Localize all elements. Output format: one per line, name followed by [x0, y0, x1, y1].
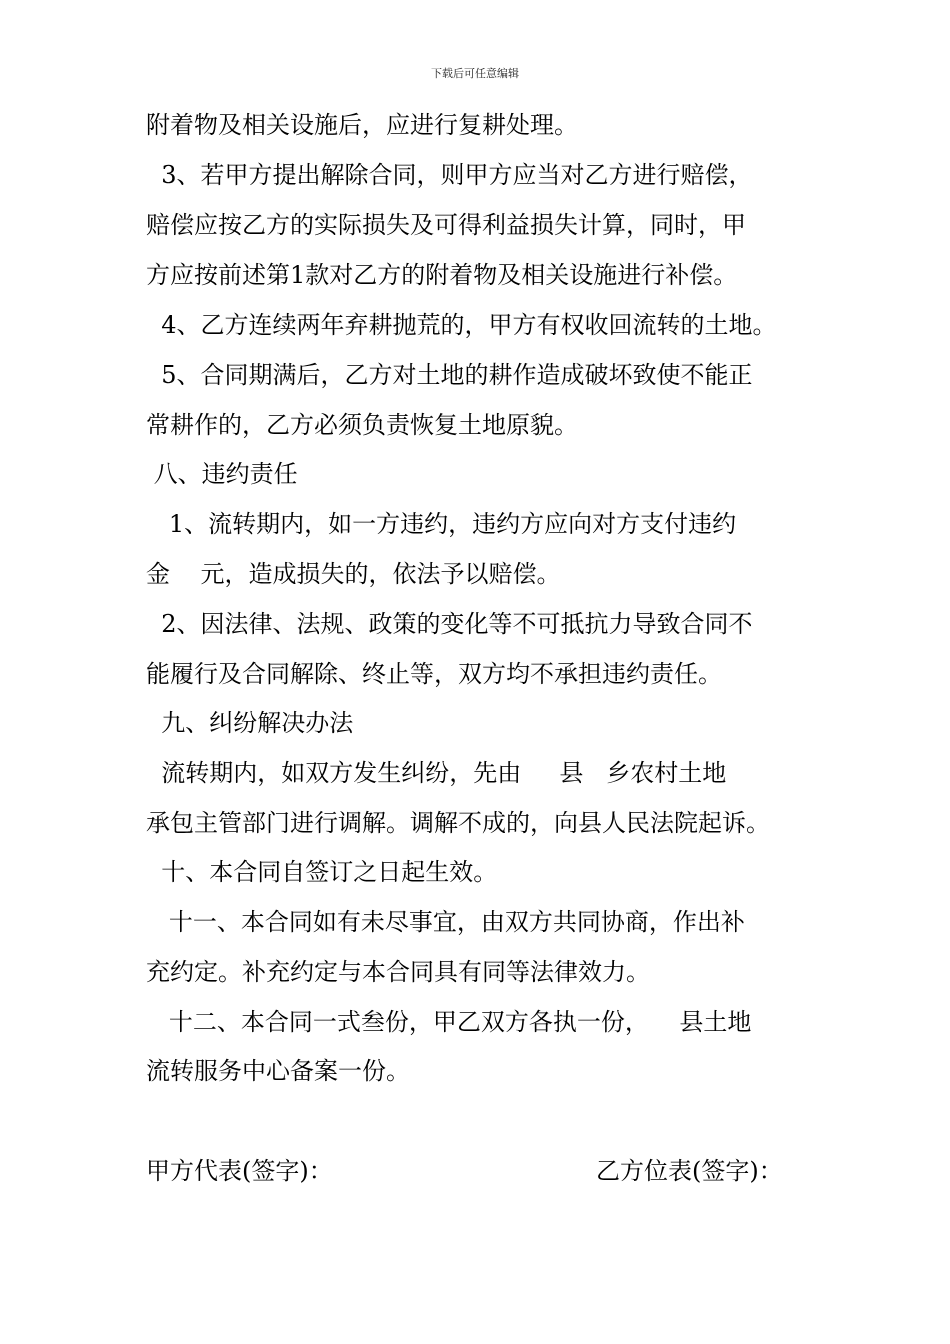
text-line: 承包主管部门进行调解。调解不成的，向县人民法院起诉。 — [146, 809, 770, 837]
text-line: 充约定。补充约定与本合同具有同等法律效力。 — [146, 958, 650, 986]
text-line: 方应按前述第1款对乙方的附着物及相关设施进行补偿。 — [146, 261, 738, 289]
text-line: 流转期内，如双方发生纠纷，先由 县 乡农村土地 — [146, 759, 727, 787]
text-line: 常耕作的，乙方必须负责恢复土地原貌。 — [146, 411, 578, 439]
section-heading: 九、纠纷解决办法 — [146, 709, 354, 737]
text-line: 4、乙方连续两年弃耕抛荒的，甲方有权收回流转的土地。 — [146, 311, 777, 339]
text-line: 赔偿应按乙方的实际损失及可得利益损失计算，同时，甲 — [146, 211, 746, 239]
text-line: 3、若甲方提出解除合同，则甲方应当对乙方进行赔偿， — [146, 161, 753, 189]
section-heading: 十、本合同自签订之日起生效。 — [146, 858, 498, 886]
party-b-signature-label: 乙方位表(签字)： — [596, 1157, 783, 1185]
text-line: 十二、本合同一式叁份，甲乙双方各执一份， 县土地 — [146, 1008, 752, 1036]
section-heading: 八、违约责任 — [146, 460, 298, 488]
text-line: 金 元，造成损失的，依法予以赔偿。 — [146, 560, 561, 588]
text-line: 流转服务中心备案一份。 — [146, 1057, 410, 1085]
text-line: 十一、本合同如有未尽事宜，由双方共同协商，作出补 — [146, 908, 745, 936]
text-line: 2、因法律、法规、政策的变化等不可抵抗力导致合同不 — [146, 610, 753, 638]
text-line: 能履行及合同解除、终止等，双方均不承担违约责任。 — [146, 660, 722, 688]
page-header: 下载后可任意编辑 — [431, 67, 519, 80]
text-line: 5、合同期满后，乙方对土地的耕作造成破坏致使不能正 — [146, 361, 753, 389]
text-line: 附着物及相关设施后，应进行复耕处理。 — [146, 111, 578, 139]
party-a-signature-label: 甲方代表(签字)： — [146, 1157, 333, 1185]
text-line: 1、流转期内，如一方违约，违约方应向对方支付违约 — [146, 510, 737, 538]
